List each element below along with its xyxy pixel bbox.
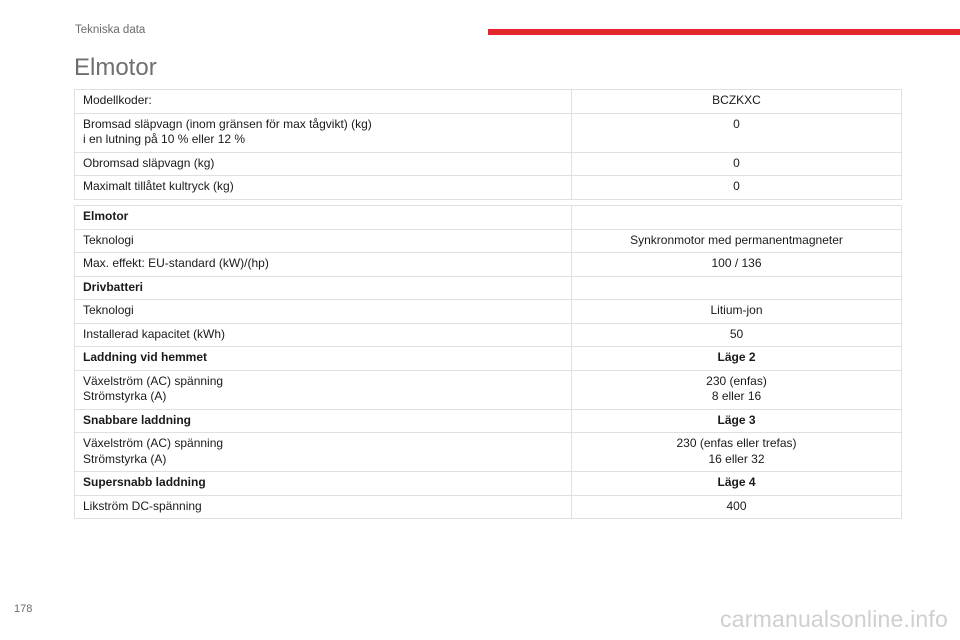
motor-battery-spec-table	[74, 205, 902, 519]
spec-value: Litium-jon	[572, 300, 902, 324]
spec-label: Växelström (AC) spänning Strömstyrka (A)	[75, 433, 572, 472]
model-spec-table	[74, 89, 902, 200]
spec-value: 0	[572, 152, 902, 176]
table-row	[75, 370, 902, 409]
spec-label: Elmotor	[75, 206, 572, 230]
spec-label: Bromsad släpvagn (inom gränsen för max tågvikt) (kg) i en lutning på 10 % eller 12 %	[75, 113, 572, 152]
spec-label: Teknologi	[75, 300, 572, 324]
spec-label: Snabbare laddning	[75, 409, 572, 433]
spec-label: Modellkoder:	[75, 90, 572, 114]
page-title: Elmotor	[74, 54, 157, 81]
table-section-header-row	[75, 472, 902, 496]
table-section-header-row	[75, 206, 902, 230]
spec-value: 0	[572, 176, 902, 200]
spec-label: Obromsad släpvagn (kg)	[75, 152, 572, 176]
spec-label: Installerad kapacitet (kWh)	[75, 323, 572, 347]
spec-value	[572, 276, 902, 300]
spec-label: Drivbatteri	[75, 276, 572, 300]
table-row	[75, 300, 902, 324]
spec-label: Max. effekt: EU-standard (kW)/(hp)	[75, 253, 572, 277]
table-row	[75, 495, 902, 519]
spec-label: Teknologi	[75, 229, 572, 253]
spec-value: BCZKXC	[572, 90, 902, 114]
spec-value	[572, 206, 902, 230]
table-row	[75, 90, 902, 114]
table-row	[75, 152, 902, 176]
spec-value: Synkronmotor med permanentmagneter	[572, 229, 902, 253]
table-row	[75, 176, 902, 200]
spec-value: 400	[572, 495, 902, 519]
spec-label: Likström DC-spänning	[75, 495, 572, 519]
spec-value: 230 (enfas) 8 eller 16	[572, 370, 902, 409]
spec-label: Växelström (AC) spänning Strömstyrka (A)	[75, 370, 572, 409]
page-number: 178	[14, 603, 33, 615]
table-section-header-row	[75, 409, 902, 433]
watermark: carmanualsonline.info	[720, 606, 948, 632]
spec-label: Laddning vid hemmet	[75, 347, 572, 371]
section-accent-bar	[488, 29, 960, 35]
spec-value: Läge 3	[572, 409, 902, 433]
table-section-header-row	[75, 347, 902, 371]
spec-value: 0	[572, 113, 902, 152]
spec-value: Läge 4	[572, 472, 902, 496]
table-section-header-row	[75, 276, 902, 300]
spec-label: Maximalt tillåtet kultryck (kg)	[75, 176, 572, 200]
spec-value: Läge 2	[572, 347, 902, 371]
table-row	[75, 113, 902, 152]
spec-label: Supersnabb laddning	[75, 472, 572, 496]
table-row	[75, 229, 902, 253]
section-label: Tekniska data	[75, 24, 146, 36]
table-row	[75, 433, 902, 472]
spec-value: 50	[572, 323, 902, 347]
spec-value: 230 (enfas eller trefas) 16 eller 32	[572, 433, 902, 472]
spec-value: 100 / 136	[572, 253, 902, 277]
table-row	[75, 323, 902, 347]
table-row	[75, 253, 902, 277]
